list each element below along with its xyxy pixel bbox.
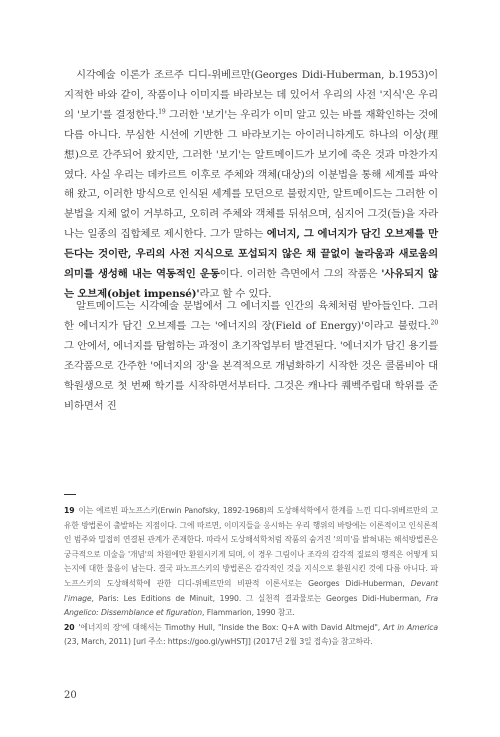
footnote-text: 이는 에르빈 파노프스키(Erwin Panofsky, 1892-1968)의 도상해석학에서 한계를 느낀 디디-위베르만의 고유한 방법론이 출발하는 지점이다. 그에 따르면, 이미지들을 응시하는 우리 행위의 바탕에는 이론적이고 인식론적인 범주와 밀접히 연결된 관계가 존재한다. 따라서 도상해석학처럼 작품의 숨겨진 '의미'를 밝혀내는 해석방법론은 궁극적으로 미술을 '개념'의 차원에만 환원시키게 되며, 이 경우 그림이나 조각의 감각적 질료의 행적은 어떻게 되는지에 대한 물음이 남는다. 결국 파노프스키의 방법론은 감각적인 것을 지식으로 환원시킨 것에 다름 아니다. 파노프스키의 도상해석학에 관한 디디-위베르만의 비판적 이론서로는 Georges Didi-Huberman, [64,506,438,588]
paragraph-2-text-a: 알트메이드는 시각예술 문법에서 그 에너지를 인간의 육체처럼 받아들인다. 그러한 에너지가 담긴 오브제를 그는 '에너지의 장(Field of Energy)'이라고 불렀다. [64,300,438,332]
footnotes [64,504,438,650]
footnote-number: 19 [64,506,75,515]
page-number: 20 [64,690,77,701]
footnote-ref-19[interactable]: 19 [158,108,166,116]
footnote-italic-title: Fra Angelico: Dissemblance et figuration [64,593,438,618]
body-paragraph-2 [64,297,438,416]
footnote-text: '에너지의 장'에 대해서는 Timothy Hull, "Inside the Box: Q+A with David Altmejd", [78,622,384,632]
paragraph-1-emphasis-a: 에너지, 그 에너지가 담긴 오브제를 만든다는 것이란, 우리의 사전 지식으로 포섭되지 않은 채 끝없이 놀라움과 새로움의 의미를 생성해 내는 역동적인 운동 [64,228,438,281]
footnote-20 [64,621,438,650]
footnote-italic-title: Art in America [383,622,438,632]
footnote-number: 20 [64,622,75,632]
footnote-19 [64,504,438,621]
footnote-ref-20[interactable]: 20 [430,319,438,327]
paragraph-1-emphasis-b: '사유되지 않는 오브제(objet impensé)' [64,268,439,300]
paragraph-1-text-a: 시각예술 이론가 조르주 디디-위베르만(Georges Didi-Huberman, b.1953)이 지적한 바와 같이, 작품이나 이미지를 바라보는 데 있어서 우리의 사전 '지식'은 우리의 '보기'를 결정한다. [64,69,438,121]
paragraph-1-text-d: 라고 할 수 있다. [199,287,272,300]
paragraph-2-text-b: 그 안에서, 에너지를 탐험하는 과정이 초기작업부터 발견된다. '에너지가 담긴 용기를 조각품으로 간주한 '에너지의 장'을 본격적으로 개념화하기 시작한 것은 콜롬비아 대학원생으로 첫 번째 학기를 시작하면서부터다. 그것은 캐나다 퀘벡주립대 학위를 준비하면서 진 [64,339,438,412]
footnote-text: , Flammarion, 1990 참고. [202,608,295,618]
paragraph-1-text-b: 그러한 '보기'는 우리가 이미 알고 있는 바를 재확인하는 것에 다름 아니다. 무심한 시선에 기반한 그 바라보기는 아이러니하게도 하나의 이상(理想)으로 간주되어 왔지만, 그러한 '보기'는 알트메이드가 보기에 죽은 것과 마찬가지였다. 사실 우리는 데카르트 이후로 주체와 객체(대상)의 이분법을 통해 세계를 파악해 왔고, 이러한 방식으로 인식된 세계를 모던으로 불렀지만, 알트메이드는 그러한 이분법을 지체 없이 거부하고, 오히려 주체와 객체를 뒤섞으며, 심지어 그것(들)을 자라나는 일종의 집합체로 제시한다. 그가 말하는 [64,108,439,241]
footnote-text: (23, March, 2011) [url 주소: https://goo.gl/ywHSTJ] (2017년 2월 3일 접속)을 참고하라. [64,637,373,647]
footnote-italic-title: Devant l'image [64,578,438,603]
paragraph-1-text-c: 이다. 이러한 측면에서 그의 작품은 [219,268,382,281]
footnote-divider [64,494,76,495]
footnote-text: , Paris: Les Editions de Minuit, 1990. 그 실천적 결과물로는 Georges Didi-Huberman, [91,593,426,603]
body-paragraph-1 [64,66,438,305]
